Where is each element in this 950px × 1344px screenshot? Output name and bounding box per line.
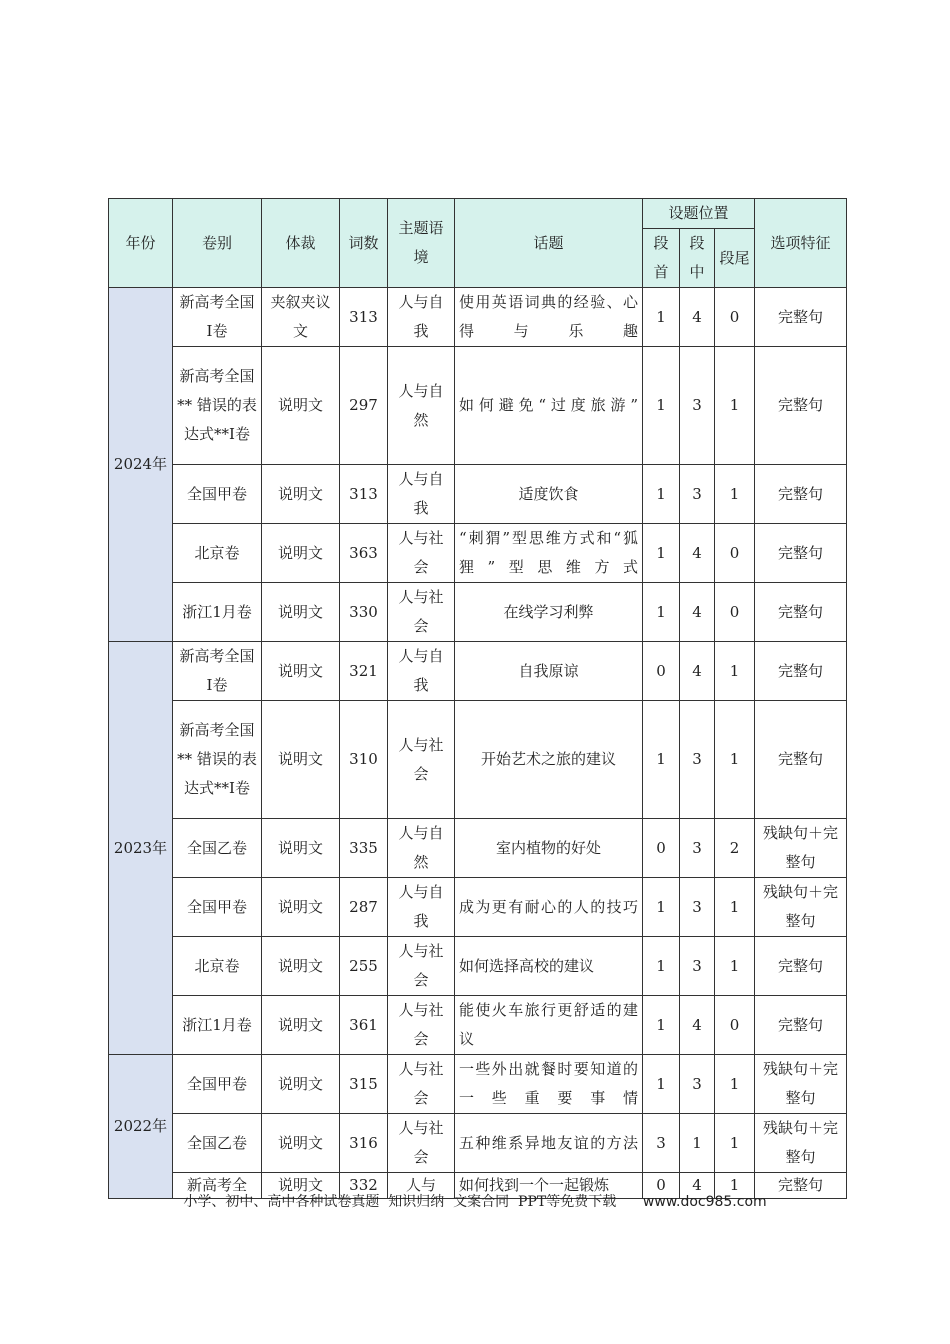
theme-cell: 人与自我 xyxy=(388,878,455,937)
option-cell: 残缺句＋完整句 xyxy=(755,878,847,937)
pos-first-cell: 0 xyxy=(643,642,680,701)
pos-first-cell: 1 xyxy=(643,937,680,996)
word-count-cell: 310 xyxy=(340,701,388,819)
header-year: 年份 xyxy=(109,199,173,288)
pos-mid-cell: 4 xyxy=(680,642,715,701)
paper-cell: 新高考全国I卷 xyxy=(173,642,262,701)
table-row xyxy=(109,347,847,465)
header-theme: 主题语境 xyxy=(388,199,455,288)
topic-cell: 使用英语词典的经验、心得与乐趣 xyxy=(455,288,643,347)
genre-cell: 说明文 xyxy=(262,1114,340,1173)
pos-mid-cell: 3 xyxy=(680,937,715,996)
pos-end-cell: 1 xyxy=(715,1114,755,1173)
pos-first-cell: 1 xyxy=(643,996,680,1055)
header-pos-first: 段首 xyxy=(643,229,680,288)
genre-cell: 说明文 xyxy=(262,701,340,819)
page-footer xyxy=(0,1191,950,1211)
option-cell: 完整句 xyxy=(755,642,847,701)
topic-cell: 成为更有耐心的人的技巧 xyxy=(455,878,643,937)
paper-cell: 新高考全国** 错误的表达式**I卷 xyxy=(173,347,262,465)
pos-first-cell: 1 xyxy=(643,1055,680,1114)
pos-first-cell: 1 xyxy=(643,465,680,524)
pos-mid-cell: 1 xyxy=(680,1114,715,1173)
genre-cell: 说明文 xyxy=(262,642,340,701)
header-genre: 体裁 xyxy=(262,199,340,288)
table-row xyxy=(109,819,847,878)
table-row xyxy=(109,642,847,701)
pos-end-cell: 0 xyxy=(715,288,755,347)
word-count-cell: 316 xyxy=(340,1114,388,1173)
option-cell: 残缺句＋完整句 xyxy=(755,1114,847,1173)
topic-cell: 开始艺术之旅的建议 xyxy=(455,701,643,819)
word-count-cell: 287 xyxy=(340,878,388,937)
paper-cell: 全国甲卷 xyxy=(173,878,262,937)
genre-cell: 说明文 xyxy=(262,347,340,465)
table-row xyxy=(109,583,847,642)
option-cell: 完整句 xyxy=(755,701,847,819)
pos-mid-cell: 3 xyxy=(680,819,715,878)
theme-cell: 人与社会 xyxy=(388,996,455,1055)
pos-mid-cell: 4 xyxy=(680,524,715,583)
theme-cell: 人与自然 xyxy=(388,819,455,878)
topic-cell: 如何选择高校的建议 xyxy=(455,937,643,996)
theme-cell: 人与社会 xyxy=(388,937,455,996)
pos-first-cell: 3 xyxy=(643,1114,680,1173)
word-count-cell-text: 332 xyxy=(349,1176,378,1194)
paper-cell: 北京卷 xyxy=(173,524,262,583)
option-cell: 完整句 xyxy=(755,524,847,583)
option-cell: 完整句 xyxy=(755,347,847,465)
word-count-cell: 297 xyxy=(340,347,388,465)
option-cell: 完整句 xyxy=(755,937,847,996)
pos-first-cell: 0 xyxy=(643,819,680,878)
paper-cell: 浙江1月卷 xyxy=(173,583,262,642)
pos-end-cell: 0 xyxy=(715,583,755,642)
year-cell: 2024年 xyxy=(109,288,173,642)
topic-cell: 能使火车旅行更舒适的建议 xyxy=(455,996,643,1055)
pos-mid-cell: 4 xyxy=(680,583,715,642)
option-cell: 完整句 xyxy=(755,583,847,642)
paper-cell-text: 新高考全 xyxy=(186,1176,247,1194)
header-pos-end: 段尾 xyxy=(715,229,755,288)
genre-cell: 说明文 xyxy=(262,465,340,524)
pos-first-cell: 1 xyxy=(643,288,680,347)
pos-end-cell: 1 xyxy=(715,878,755,937)
topic-cell: 一些外出就餐时要知道的一些重要事情 xyxy=(455,1055,643,1114)
paper-cell: 浙江1月卷 xyxy=(173,996,262,1055)
header-pos-mid: 段中 xyxy=(680,229,715,288)
table-row xyxy=(109,996,847,1055)
pos-end-cell: 1 xyxy=(715,937,755,996)
header-topic: 话题 xyxy=(455,199,643,288)
pos-end-cell: 1 xyxy=(715,642,755,701)
table-row xyxy=(109,1114,847,1173)
table-row xyxy=(109,1055,847,1114)
table-body xyxy=(109,199,847,1199)
word-count-cell: 313 xyxy=(340,288,388,347)
pos-end-cell: 1 xyxy=(715,1055,755,1114)
word-count-cell: 315 xyxy=(340,1055,388,1114)
theme-cell: 人与自我 xyxy=(388,288,455,347)
pos-end-cell: 1 xyxy=(715,347,755,465)
option-cell: 完整句 xyxy=(755,465,847,524)
word-count-cell: 330 xyxy=(340,583,388,642)
genre-cell: 夹叙夹议文 xyxy=(262,288,340,347)
word-count-cell: 313 xyxy=(340,465,388,524)
theme-cell: 人与自我 xyxy=(388,465,455,524)
genre-cell: 说明文 xyxy=(262,996,340,1055)
topic-cell: 五种维系异地友谊的方法 xyxy=(455,1114,643,1173)
topic-cell-text: 如何找到一个一起锻炼 xyxy=(459,1176,610,1194)
option-cell: 完整句 xyxy=(755,288,847,347)
exam-table xyxy=(108,198,847,1199)
pos-mid-cell: 3 xyxy=(680,465,715,524)
word-count-cell: 363 xyxy=(340,524,388,583)
pos-mid-cell: 4 xyxy=(680,288,715,347)
theme-cell-text: 人与 xyxy=(405,1176,436,1194)
pos-end-cell: 0 xyxy=(715,524,755,583)
pos-first-cell: 1 xyxy=(643,878,680,937)
pos-mid-cell: 3 xyxy=(680,347,715,465)
paper-cell: 新高考全国** 错误的表达式**I卷 xyxy=(173,701,262,819)
paper-cell: 全国甲卷 xyxy=(173,1055,262,1114)
pos-first-cell-text: 0 xyxy=(656,1176,666,1194)
paper-cell: 新高考全国I卷 xyxy=(173,288,262,347)
pos-end-cell: 1 xyxy=(715,701,755,819)
footer-url: www.doc985.com xyxy=(642,1194,767,1210)
topic-cell: 适度饮食 xyxy=(455,465,643,524)
table-row xyxy=(109,524,847,583)
option-cell: 完整句 xyxy=(755,996,847,1055)
topic-cell: 自我原谅 xyxy=(455,642,643,701)
theme-cell: 人与社会 xyxy=(388,524,455,583)
year-cell: 2023年 xyxy=(109,642,173,1055)
option-cell-text: 完整句 xyxy=(778,1176,824,1194)
genre-cell: 说明文 xyxy=(262,937,340,996)
header-paper: 卷别 xyxy=(173,199,262,288)
pos-first-cell: 1 xyxy=(643,347,680,465)
option-cell: 残缺句＋完整句 xyxy=(755,1055,847,1114)
pos-mid-cell: 3 xyxy=(680,701,715,819)
topic-cell: 室内植物的好处 xyxy=(455,819,643,878)
table-row xyxy=(109,465,847,524)
genre-cell: 说明文 xyxy=(262,1055,340,1114)
genre-cell: 说明文 xyxy=(262,524,340,583)
table-row xyxy=(109,878,847,937)
genre-cell: 说明文 xyxy=(262,819,340,878)
pos-end-cell: 0 xyxy=(715,996,755,1055)
genre-cell: 说明文 xyxy=(262,583,340,642)
pos-first-cell: 1 xyxy=(643,701,680,819)
paper-cell: 全国乙卷 xyxy=(173,1114,262,1173)
theme-cell: 人与自我 xyxy=(388,642,455,701)
word-count-cell: 335 xyxy=(340,819,388,878)
pos-mid-cell: 4 xyxy=(680,996,715,1055)
word-count-cell: 361 xyxy=(340,996,388,1055)
pos-mid-cell: 3 xyxy=(680,1055,715,1114)
paper-cell: 北京卷 xyxy=(173,937,262,996)
pos-mid-cell: 3 xyxy=(680,878,715,937)
footer-text: 小学、初中、高中各种试卷真题 知识归纳 文案合同 PPT等免费下载 xyxy=(183,1194,617,1210)
theme-cell: 人与社会 xyxy=(388,1055,455,1114)
word-count-cell: 321 xyxy=(340,642,388,701)
theme-cell: 人与社会 xyxy=(388,583,455,642)
theme-cell: 人与社会 xyxy=(388,1114,455,1173)
pos-first-cell: 1 xyxy=(643,524,680,583)
pos-end-cell: 1 xyxy=(715,465,755,524)
theme-cell: 人与社会 xyxy=(388,701,455,819)
word-count-cell: 255 xyxy=(340,937,388,996)
header-words: 词数 xyxy=(340,199,388,288)
option-cell: 残缺句＋完整句 xyxy=(755,819,847,878)
pos-first-cell: 1 xyxy=(643,583,680,642)
pos-mid-cell-text: 4 xyxy=(692,1176,702,1194)
year-cell: 2022年 xyxy=(109,1055,173,1199)
genre-cell-text: 说明文 xyxy=(277,1176,323,1194)
paper-cell: 全国乙卷 xyxy=(173,819,262,878)
topic-cell: 如何避免“过度旅游” xyxy=(455,347,643,465)
table-row xyxy=(109,701,847,819)
theme-cell: 人与自然 xyxy=(388,347,455,465)
paper-cell: 全国甲卷 xyxy=(173,465,262,524)
table-row xyxy=(109,937,847,996)
table-row xyxy=(109,288,847,347)
header-position: 设题位置 xyxy=(643,199,755,229)
genre-cell: 说明文 xyxy=(262,878,340,937)
topic-cell: 在线学习利弊 xyxy=(455,583,643,642)
pos-end-cell-text: 1 xyxy=(729,1176,740,1194)
topic-cell: “刺猬”型思维方式和“狐狸”型思维方式 xyxy=(455,524,643,583)
pos-end-cell: 2 xyxy=(715,819,755,878)
header-option: 选项特征 xyxy=(755,199,847,288)
